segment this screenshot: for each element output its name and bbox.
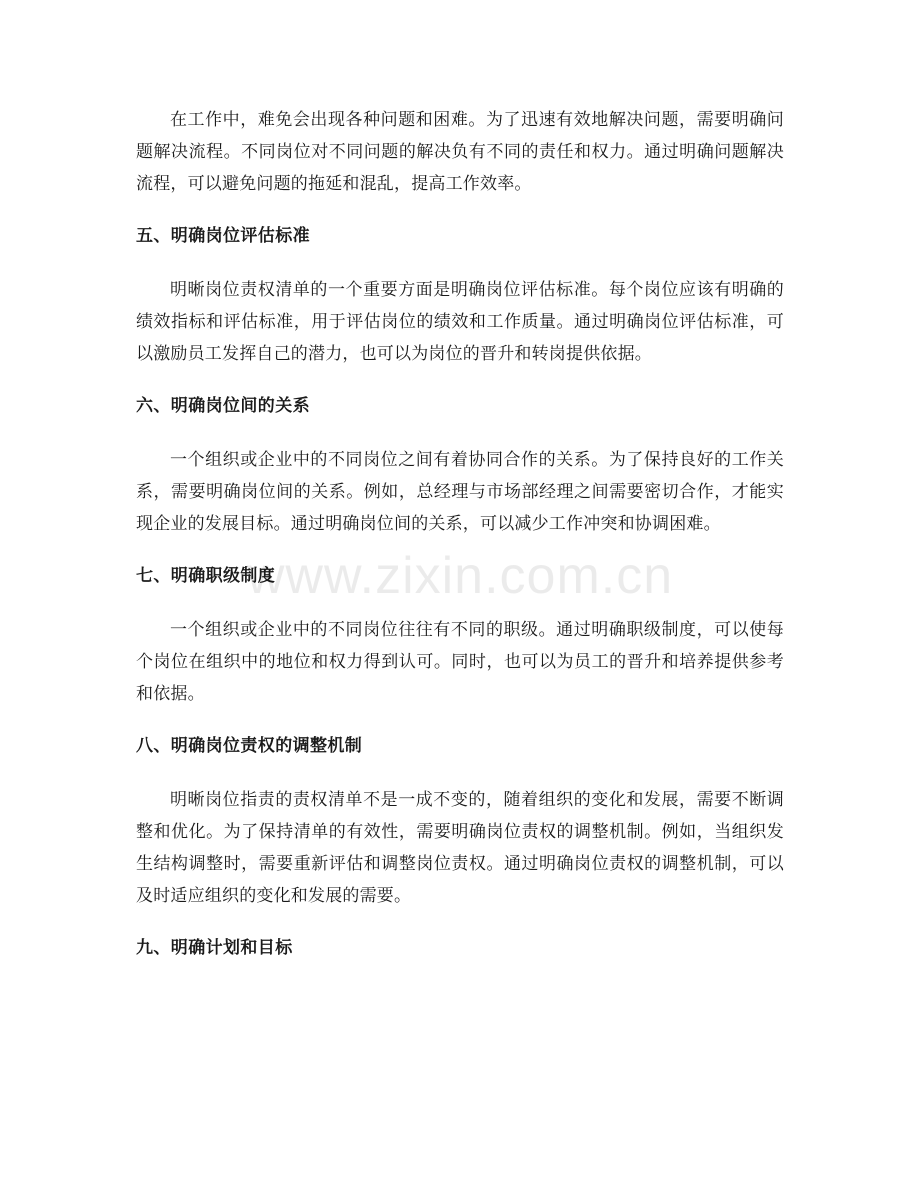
paragraph-problem-solving: 在工作中，难免会出现各种问题和困难。为了迅速有效地解决问题，需要明确问题解决流程。不同岗位对不同问题的解决负有不同的责任和权力。通过明确问题解决流程，可以避免问题的拖延和混乱，提高工作效率。 (136, 110, 784, 194)
paragraph-rank-system: 一个组织或企业中的不同岗位往往有不同的职级。通过明确职级制度，可以使每个岗位在组织中的地位和权力得到认可。同时，也可以为员工的晋升和培养提供参考和依据。 (136, 620, 784, 704)
paragraph-evaluation-standards: 明晰岗位责权清单的一个重要方面是明确岗位评估标准。每个岗位应该有明确的绩效指标和评估标准，用于评估岗位的绩效和工作质量。通过明确岗位评估标准，可以激励员工发挥自己的潜力，也可以为岗位的晋升和转岗提供依据。 (136, 280, 784, 364)
heading-section-7: 七、明确职级制度 (136, 566, 276, 586)
heading-section-6: 六、明确岗位间的关系 (136, 396, 310, 416)
paragraph-adjustment-mechanism: 明晰岗位指责的责权清单不是一成不变的，随着组织的变化和发展，需要不断调整和优化。为了保持清单的有效性，需要明确岗位责权的调整机制。例如，当组织发生结构调整时，需要重新评估和调整岗位责权。通过明确岗位责权的调整机制，可以及时适应组织的变化和发展的需要。 (136, 790, 784, 906)
paragraph-position-relations: 一个组织或企业中的不同岗位之间有着协同合作的关系。为了保持良好的工作关系，需要明确岗位间的关系。例如，总经理与市场部经理之间需要密切合作，才能实现企业的发展目标。通过明确岗位间的关系，可以减少工作冲突和协调困难。 (136, 450, 784, 534)
watermark-text: www.zixin.com.cn (246, 547, 674, 605)
document-body (136, 104, 784, 964)
heading-section-8: 八、明确岗位责权的调整机制 (136, 736, 363, 756)
heading-section-5: 五、明确岗位评估标准 (136, 226, 310, 246)
heading-section-9: 九、明确计划和目标 (136, 938, 293, 958)
